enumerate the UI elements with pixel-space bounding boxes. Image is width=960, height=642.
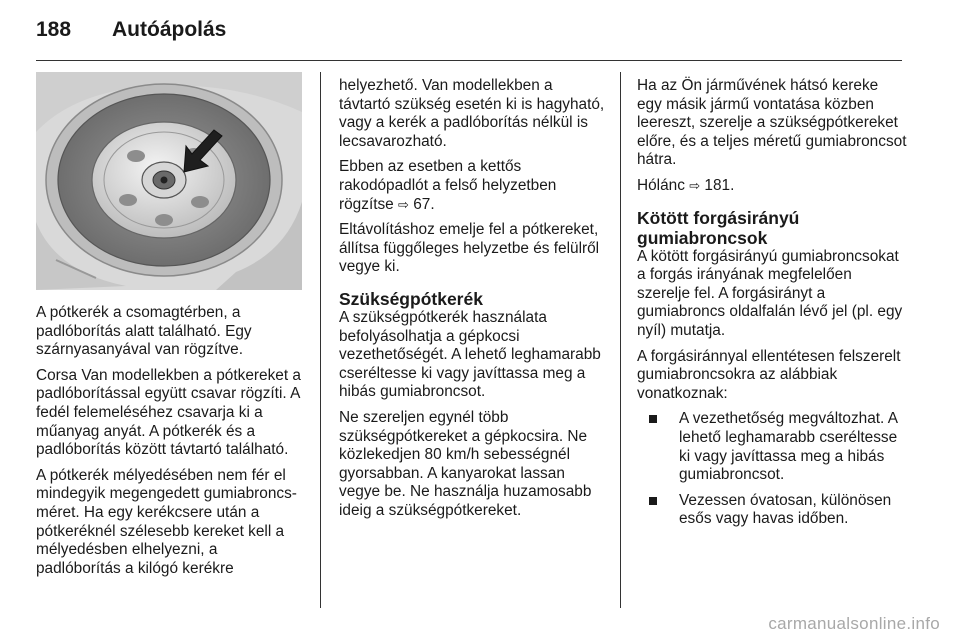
bullet-list [637,410,907,529]
paragraph: Hólánc ⇨ 181. [637,176,735,194]
header-rule [36,60,902,61]
bullet-icon [649,415,657,423]
section-heading: Kötött forgásirányú gumiabroncsok [637,207,800,248]
paragraph: A szükségpótkerék használata befolyásolhatja a gépkocsi vezethetőségét. A lehető leghamarabb cseréltesse ki vagy javíttassa meg a hibás gumiabroncsot. [339,308,601,401]
column-divider [320,72,321,608]
bullet-icon [649,497,657,505]
page-number: 188 [36,18,72,41]
column-1 [36,304,306,585]
page-header [36,18,226,48]
page-reference[interactable]: 181. [704,176,735,194]
list-item: Vezessen óvatosan, különösen esős vagy havas időben. [649,492,907,529]
column-2 [339,77,607,527]
paragraph: A pótkerék a csomagtérben, a padlóborítás alatt található. Egy szárnyasanyával van rögzítve. [36,304,252,359]
paragraph: helyezhető. Van modellekben a távtartó szükség esetén ki is hagyható, vagy a kerék a padlóborítás nélkül is lecsavarozható. [339,77,605,150]
paragraph: A pótkerék mélyedésében nem fér el mindegyik megengedett gumiabroncs-méret. Ha egy kerékcsere után a pótkeréknél szélesebb kereket kell a mélyedésben elhelyezni, a padlóborítás a kilógó kerékre [36,466,297,577]
paragraph: Ha az Ön járművének hátsó kereke egy másik jármű vontatása közben leereszt, szerelje a szükségpótkereket előre, és a teljes méretű gumiabroncsot hátra. [637,77,907,169]
paragraph: Ne szereljen egynél több szükségpótkereket a gépkocsira. Ne közlekedjen 80 km/h sebességnél gyorsabban. A kanyarokat lassan vegye be. Ne használja huzamosabb ideig a szükségpótkereket. [339,408,592,519]
column-divider [620,72,621,608]
cross-reference-icon: ⇨ [398,196,409,212]
paragraph: Corsa Van modellekben a pótkereket a padlóborítással együtt csavar rögzíti. A fedél felemeléséhez csavarja ki a műanyag anyát. A pótkerék és a padlóborítás között távtartó található. [36,366,301,459]
column-3 [637,77,907,536]
section-heading: Szükségpótkerék [339,288,483,309]
watermark: carmanualsonline.info [768,614,940,633]
paragraph: A kötött forgásirányú gumiabroncsokat a forgás irányának megfelelően szerelje fel. A forgásirányt a gumiabroncs oldalfalán lévő jel (pl. egy nyíl) mutatja. [637,247,903,339]
spare-wheel-drawing [36,72,302,290]
list-item: A vezethetőség megváltozhat. A lehető leghamarabb cseréltesse ki vagy javíttassa meg a hibás gumiabroncsot. [649,410,907,484]
paragraph: A forgásiránnyal ellentétesen felszerelt gumiabroncsokra az alábbiak vonatkoznak: [637,347,901,402]
paragraph: Ebben az esetben a kettős rakodópadlót a felső helyzetben rögzítse ⇨ 67. [339,158,557,213]
page-title: Autóápolás [112,18,227,41]
page-reference[interactable]: 67. [413,195,435,213]
paragraph: Eltávolításhoz emelje fel a pótkereket, állítsa függőleges helyzetbe és felülről vegye ki. [339,221,600,276]
spare-wheel-illustration [36,72,302,290]
cross-reference-icon: ⇨ [689,177,701,193]
